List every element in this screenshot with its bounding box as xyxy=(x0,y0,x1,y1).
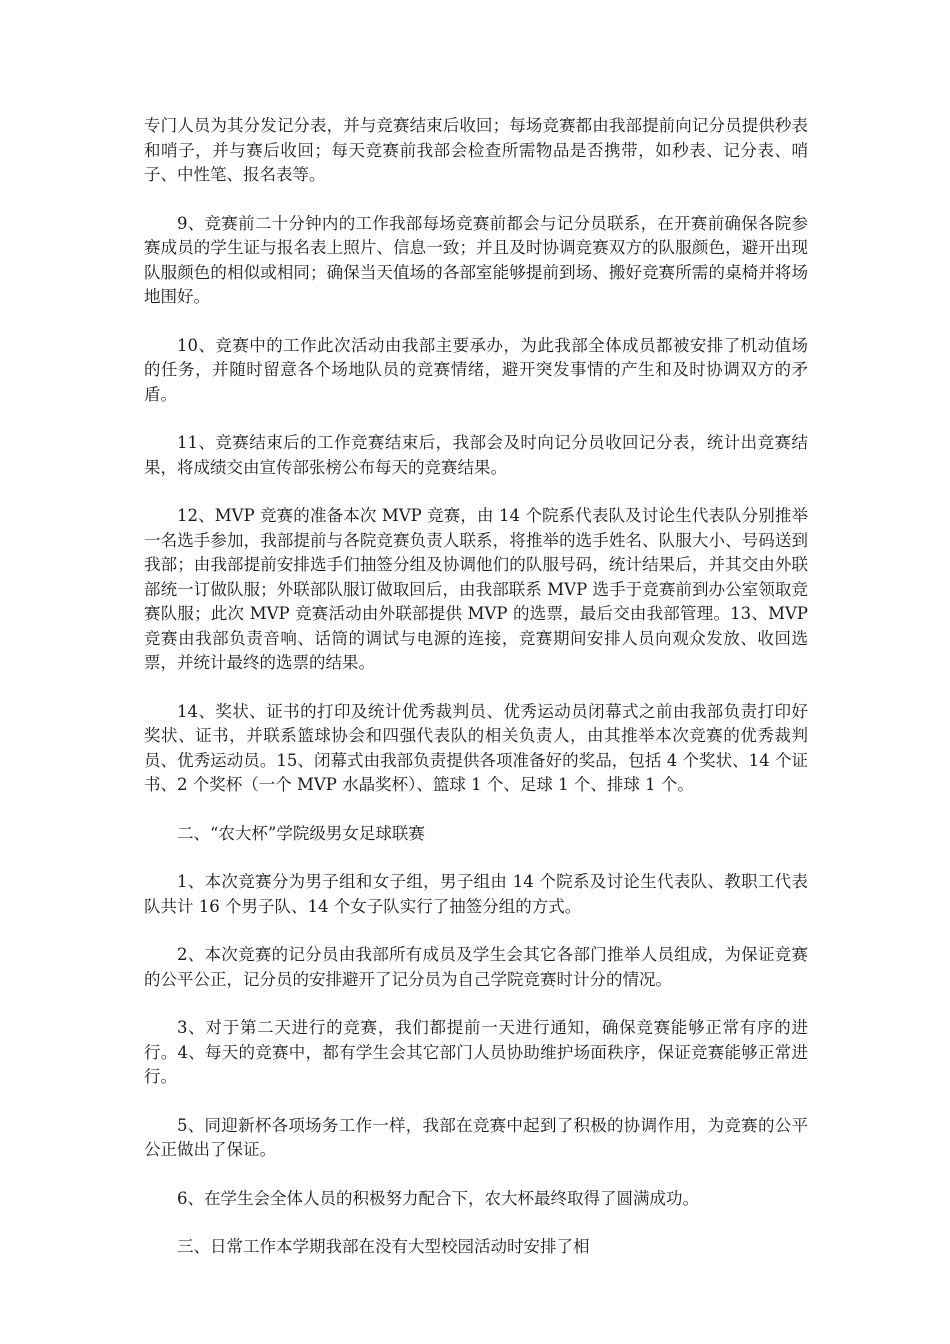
paragraph-football-2: 2、本次竞赛的记分员由我部所有成员及学生会其它各部门推举人员组成，为保证竞赛的公平公正，记分员的安排避开了记分员为自己学院竞赛时计分的情况。 xyxy=(144,945,808,989)
paragraph-football-1: 1、本次竞赛分为男子组和女子组，男子组由 14 个院系及讨论生代表队、教职工代表队共计 16 个男子队、14 个女子队实行了抽签分组的方式。 xyxy=(144,872,808,916)
section-heading-football-league: 二、“农大杯”学院级男女足球联赛 xyxy=(177,823,425,843)
section-heading-daily-work: 三、日常工作本学期我部在没有大型校园活动时安排了相 xyxy=(177,1237,590,1256)
paragraph-item-11: 11、竞赛结束后的工作竞赛结束后，我部会及时向记分员收回记分表，统计出竞赛结果，将成绩交由宣传部张榜公布每天的竞赛结果。 xyxy=(144,433,808,477)
paragraph-football-3-4: 3、对于第二天进行的竞赛，我们都提前一天进行通知，确保竞赛能够正常有序的进行。4、每天的竞赛中，都有学生会其它部门人员协助维护场面秩序，保证竞赛能够正常进行。 xyxy=(144,1018,808,1086)
paragraph-item-9: 9、竞赛前二十分钟内的工作我部每场竞赛前都会与记分员联系，在开赛前确保各院参赛成员的学生证与报名表上照片、信息一致；并且及时协调竞赛双方的队服颜色，避开出现队服颜色的相似或相同；确保当天值场的各部室能够提前到场、搬好竞赛所需的桌椅并将场地围好。 xyxy=(144,213,808,306)
paragraph-item-10: 10、竞赛中的工作此次活动由我部主要承办，为此我部全体成员都被安排了机动值场的任务，并随时留意各个场地队员的竞赛情绪，避开突发事情的产生和及时协调双方的矛盾。 xyxy=(144,335,808,404)
paragraph-continued-scoring: 专门人员为其分发记分表，并与竞赛结束后收回；每场竞赛都由我部提前向记分员提供秒表和哨子，并与赛后收回；每天竞赛前我部会检查所需物品是否携带，如秒表、记分表、哨子、中性笔、报名表等。 xyxy=(144,116,808,184)
paragraph-football-5: 5、同迎新杯各项场务工作一样，我部在竞赛中起到了积极的协调作用，为竞赛的公平公正做出了保证。 xyxy=(144,1115,808,1159)
paragraph-football-6: 6、在学生会全体人员的积极努力配合下，农大杯最终取得了圆满成功。 xyxy=(177,1188,699,1208)
paragraph-item-12-13: 12、MVP 竞赛的准备本次 MVP 竞赛，由 14 个院系代表队及讨论生代表队分别推举一名选手参加，我部提前与各院竞赛负责人联系，将推举的选手姓名、队服大小、号码送到我部；由我部提前安排选手们抽签分组及协调他们的队服号码，统计结果后，并其交由外联部统一订做队服；外联部队服订做取回后，由我部联系 MVP 选手于竞赛前到办公室领取竞赛队服；此次 MVP 竞赛活动由外联部提供 MVP 的选票，最后交由我部管理。13、MVP 竞赛由我部负责音响、话筒的调试与电源的连接，竞赛期间安排人员向观众发放、收回选票，并统计最终的选票的结果。 xyxy=(144,506,808,672)
document-body xyxy=(144,114,808,1284)
paragraph-item-14-15: 14、奖状、证书的打印及统计优秀裁判员、优秀运动员闭幕式之前由我部负责打印好奖状、证书，并联系篮球协会和四强代表队的相关负责人，由其推举本次竞赛的优秀裁判员、优秀运动员。15、闭幕式由我部负责提供各项准备好的奖品，包括 4 个奖状、14 个证书、2 个奖杯（一个 MVP 水晶奖杯）、篮球 1 个、足球 1 个、排球 1 个。 xyxy=(144,701,808,794)
